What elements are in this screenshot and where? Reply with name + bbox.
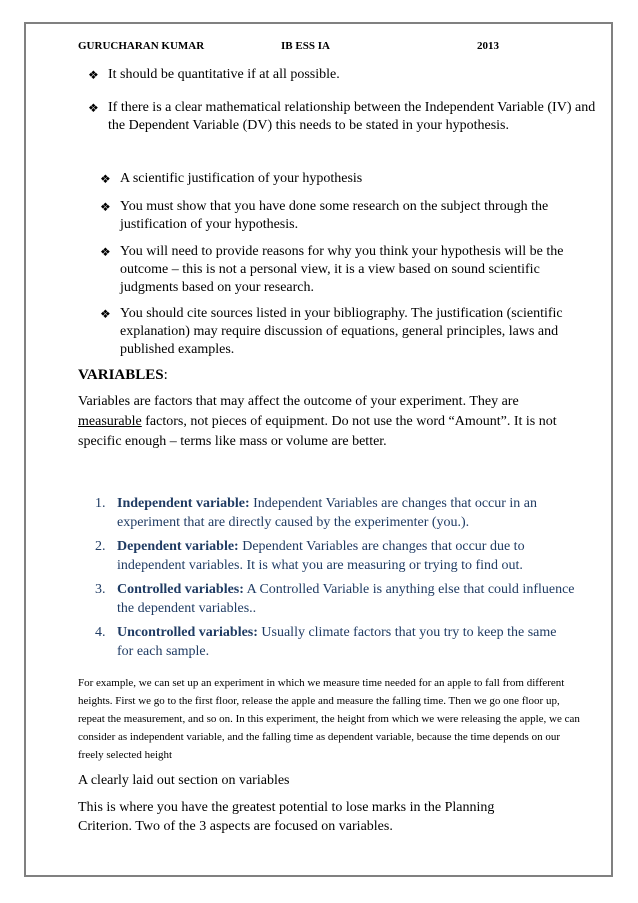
variable-term: Dependent variable: bbox=[117, 539, 239, 554]
variable-term: Controlled variables: bbox=[117, 582, 244, 597]
bullet-text: A scientific justification of your hypothesis bbox=[120, 171, 363, 186]
page-header bbox=[78, 40, 578, 56]
bullet-text: You must show that you have done some research on the subject through the justification of your hypothesis. bbox=[120, 199, 549, 232]
list-number: 2. bbox=[95, 539, 106, 554]
variable-term: Uncontrolled variables: bbox=[117, 625, 258, 640]
variables-heading-text: VARIABLES bbox=[78, 367, 164, 383]
section-note: A clearly laid out section on variables bbox=[78, 773, 290, 788]
diamond-bullet-icon: ❖ bbox=[88, 68, 99, 82]
variable-term: Independent variable: bbox=[117, 496, 250, 511]
list-item bbox=[95, 623, 575, 661]
variable-types-list bbox=[95, 494, 575, 666]
variable-desc: A Controlled Variable is anything else that could influence the dependent variables.. bbox=[117, 582, 575, 616]
diamond-bullet-icon: ❖ bbox=[100, 245, 111, 259]
example-paragraph: For example, we can set up an experiment in which we measure time needed for an apple to fall from different heights. First we go to the first floor, release the apple and measure the falling time. Then we go one floor up, repeat the measurement, and so on. In this experiment, the height from which we were releasing the apple, we can consider as independent variable, and the falling time as dependent variable, because the time depends on our freely selected height bbox=[78, 677, 580, 761]
diamond-bullet-icon: ❖ bbox=[100, 307, 111, 321]
list-item bbox=[95, 580, 575, 618]
list-number: 3. bbox=[95, 582, 106, 597]
bullet-text: It should be quantitative if at all possible. bbox=[108, 67, 340, 82]
variables-heading bbox=[78, 367, 168, 384]
bullet-text: If there is a clear mathematical relationship between the Independent Variable (IV) and the Dependent Variable (DV) this needs to be stated in your hypothesis. bbox=[108, 100, 596, 133]
intro-text-part2: factors, not pieces of equipment. Do not use the word “Amount”. It is not specific enough – terms like mass or volume are better. bbox=[78, 414, 557, 449]
intro-underlined-word: measurable bbox=[78, 414, 142, 429]
variables-intro bbox=[78, 392, 583, 452]
header-course: IB ESS IA bbox=[281, 40, 330, 52]
bullet-text: You should cite sources listed in your bibliography. The justification (scientific explanation) may require discussion of equations, general principles, laws and published examples. bbox=[120, 306, 563, 357]
header-author: GURUCHARAN KUMAR bbox=[78, 40, 205, 52]
diamond-bullet-icon: ❖ bbox=[88, 101, 99, 115]
list-item bbox=[95, 537, 575, 575]
closing-paragraph: This is where you have the greatest potential to lose marks in the Planning Criterion. Two of the 3 aspects are focused on variables. bbox=[78, 800, 495, 834]
bullet-text: You will need to provide reasons for why you think your hypothesis will be the outcome – this is not a personal view, it is a view based on sound scientific judgments based on your research. bbox=[120, 244, 564, 295]
diamond-bullet-icon: ❖ bbox=[100, 200, 111, 214]
header-year: 2013 bbox=[477, 40, 499, 52]
list-item bbox=[95, 494, 575, 532]
variable-desc: Independent Variables are changes that occur in an experiment that are directly caused by the experimenter (you.). bbox=[117, 496, 538, 530]
list-number: 1. bbox=[95, 496, 106, 511]
variable-desc: Usually climate factors that you try to keep the same for each sample. bbox=[117, 625, 557, 659]
intro-text-part1: Variables are factors that may affect the outcome of your experiment. They are bbox=[78, 394, 519, 409]
list-number: 4. bbox=[95, 625, 106, 640]
diamond-bullet-icon: ❖ bbox=[100, 172, 111, 186]
variable-desc: Dependent Variables are changes that occur due to independent variables. It is what you are measuring or trying to find out. bbox=[117, 539, 525, 573]
variables-heading-colon: : bbox=[163, 367, 168, 383]
